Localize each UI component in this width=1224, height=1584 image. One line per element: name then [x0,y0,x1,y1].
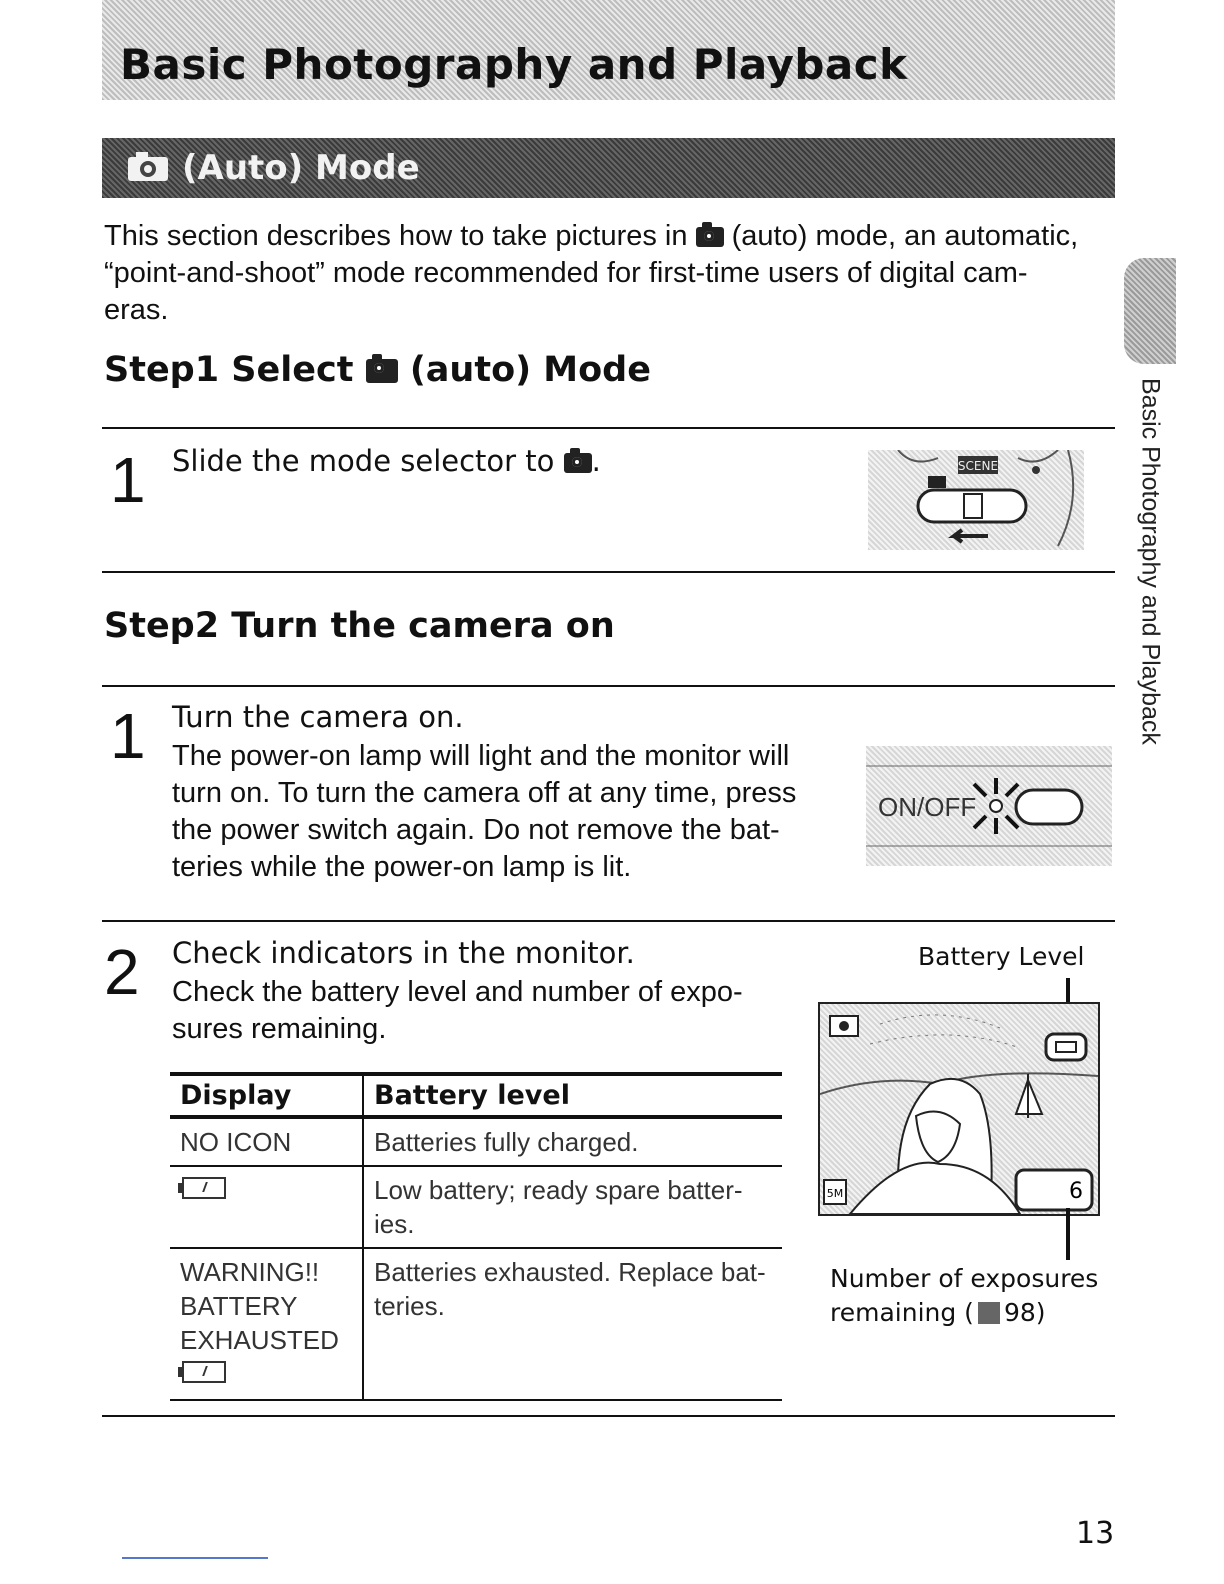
level-cell [363,1248,782,1400]
on-off-label: ON/OFF [878,792,977,822]
scene-label: SCENE [957,459,999,473]
chapter-title: Basic Photography and Playback [120,40,908,89]
step2-item1-instruction: Turn the camera on. [172,700,464,734]
step-number: 1 [110,444,146,516]
mode-title [126,148,420,192]
camera-icon [564,453,592,473]
step2-item1-description [172,738,832,886]
step2-item2-description [172,974,792,1048]
divider [102,1415,1115,1417]
monitor-illustration [818,1002,1100,1216]
low-battery-icon [182,1361,226,1383]
desc-line: sures remaining. [172,1013,387,1045]
step1-instruction-end: . [591,444,601,478]
display-line: EXHAUSTED [180,1325,339,1355]
step1-instruction [172,444,601,478]
step1-heading-pre: Step1 Select [104,350,354,390]
step2-heading: Step2 Turn the camera on [104,606,615,646]
display-line: BATTERY [180,1291,298,1321]
desc-line: Check the battery level and number of expo- [172,976,743,1008]
battery-level-label: Battery Level [918,942,1085,971]
desc-line: the power switch again. Do not remove the bat- [172,814,780,846]
power-switch-illustration [866,746,1112,866]
exposures-line [830,1296,1098,1330]
step-number: 2 [104,936,140,1008]
intro-line-1b: (auto) mode, an automatic, [731,220,1079,252]
mode-header-bar [102,138,1115,198]
step1-instruction-text: Slide the mode selector to [172,444,555,478]
exposures-text-pre: remaining ( [830,1298,974,1327]
intro-paragraph [104,218,1114,329]
level-line: teries. [374,1291,445,1321]
step-number: 1 [110,700,146,772]
exposures-text-post: 98) [1003,1298,1046,1327]
callout-line [1066,1208,1070,1260]
table-header-row [170,1074,782,1117]
table-row [170,1248,782,1400]
camera-icon [126,149,170,192]
level-cell: Batteries fully charged. [363,1117,782,1166]
intro-line-1a: This section describes how to take pictures in [104,220,688,252]
footer-line [122,1557,268,1559]
level-cell [363,1166,782,1248]
chapter-side-label: Basic Photography and Playback [1136,378,1165,745]
exposure-count-label: 6 [1069,1179,1083,1204]
camera-icon [696,227,724,247]
step2-item2-instruction: Check indicators in the monitor. [172,936,635,970]
step1-heading-post: (auto) Mode [409,350,651,390]
display-line: WARNING!! [180,1257,320,1287]
divider [102,427,1115,429]
exposures-line: Number of exposures [830,1264,1099,1293]
divider [102,571,1115,573]
page-number: 13 [1076,1516,1115,1551]
battery-level-table [170,1072,782,1401]
chapter-header-bar [102,0,1115,100]
display-cell [170,1248,363,1400]
step1-heading [104,350,651,390]
level-line: Low battery; ready spare batter- [374,1175,743,1205]
display-cell [170,1166,363,1248]
table-row [170,1117,782,1166]
mode-selector-illustration [868,450,1084,550]
exposures-remaining-label [830,1262,1098,1330]
level-line: Batteries exhausted. Replace bat- [374,1257,766,1287]
desc-line: The power-on lamp will light and the monitor will [172,740,790,772]
intro-line-2: “point-and-shoot” mode recommended for first-time users of digital cam- [104,257,1028,289]
reference-icon [978,1302,1000,1324]
chapter-side-tab [1124,258,1176,364]
display-cell: NO ICON [170,1117,363,1166]
mode-title-text: (Auto) Mode [182,148,420,188]
divider [102,685,1115,687]
intro-line-3: eras. [104,294,169,326]
table-row [170,1166,782,1248]
column-header: Display [170,1074,363,1117]
desc-line: turn on. To turn the camera off at any time, press [172,777,797,809]
low-battery-icon [182,1177,226,1199]
column-header: Battery level [363,1074,782,1117]
desc-line: teries while the power-on lamp is lit. [172,851,632,883]
image-size-label: 5M [826,1187,844,1200]
divider [102,920,1115,922]
level-line: ies. [374,1209,415,1239]
camera-icon [366,359,398,383]
